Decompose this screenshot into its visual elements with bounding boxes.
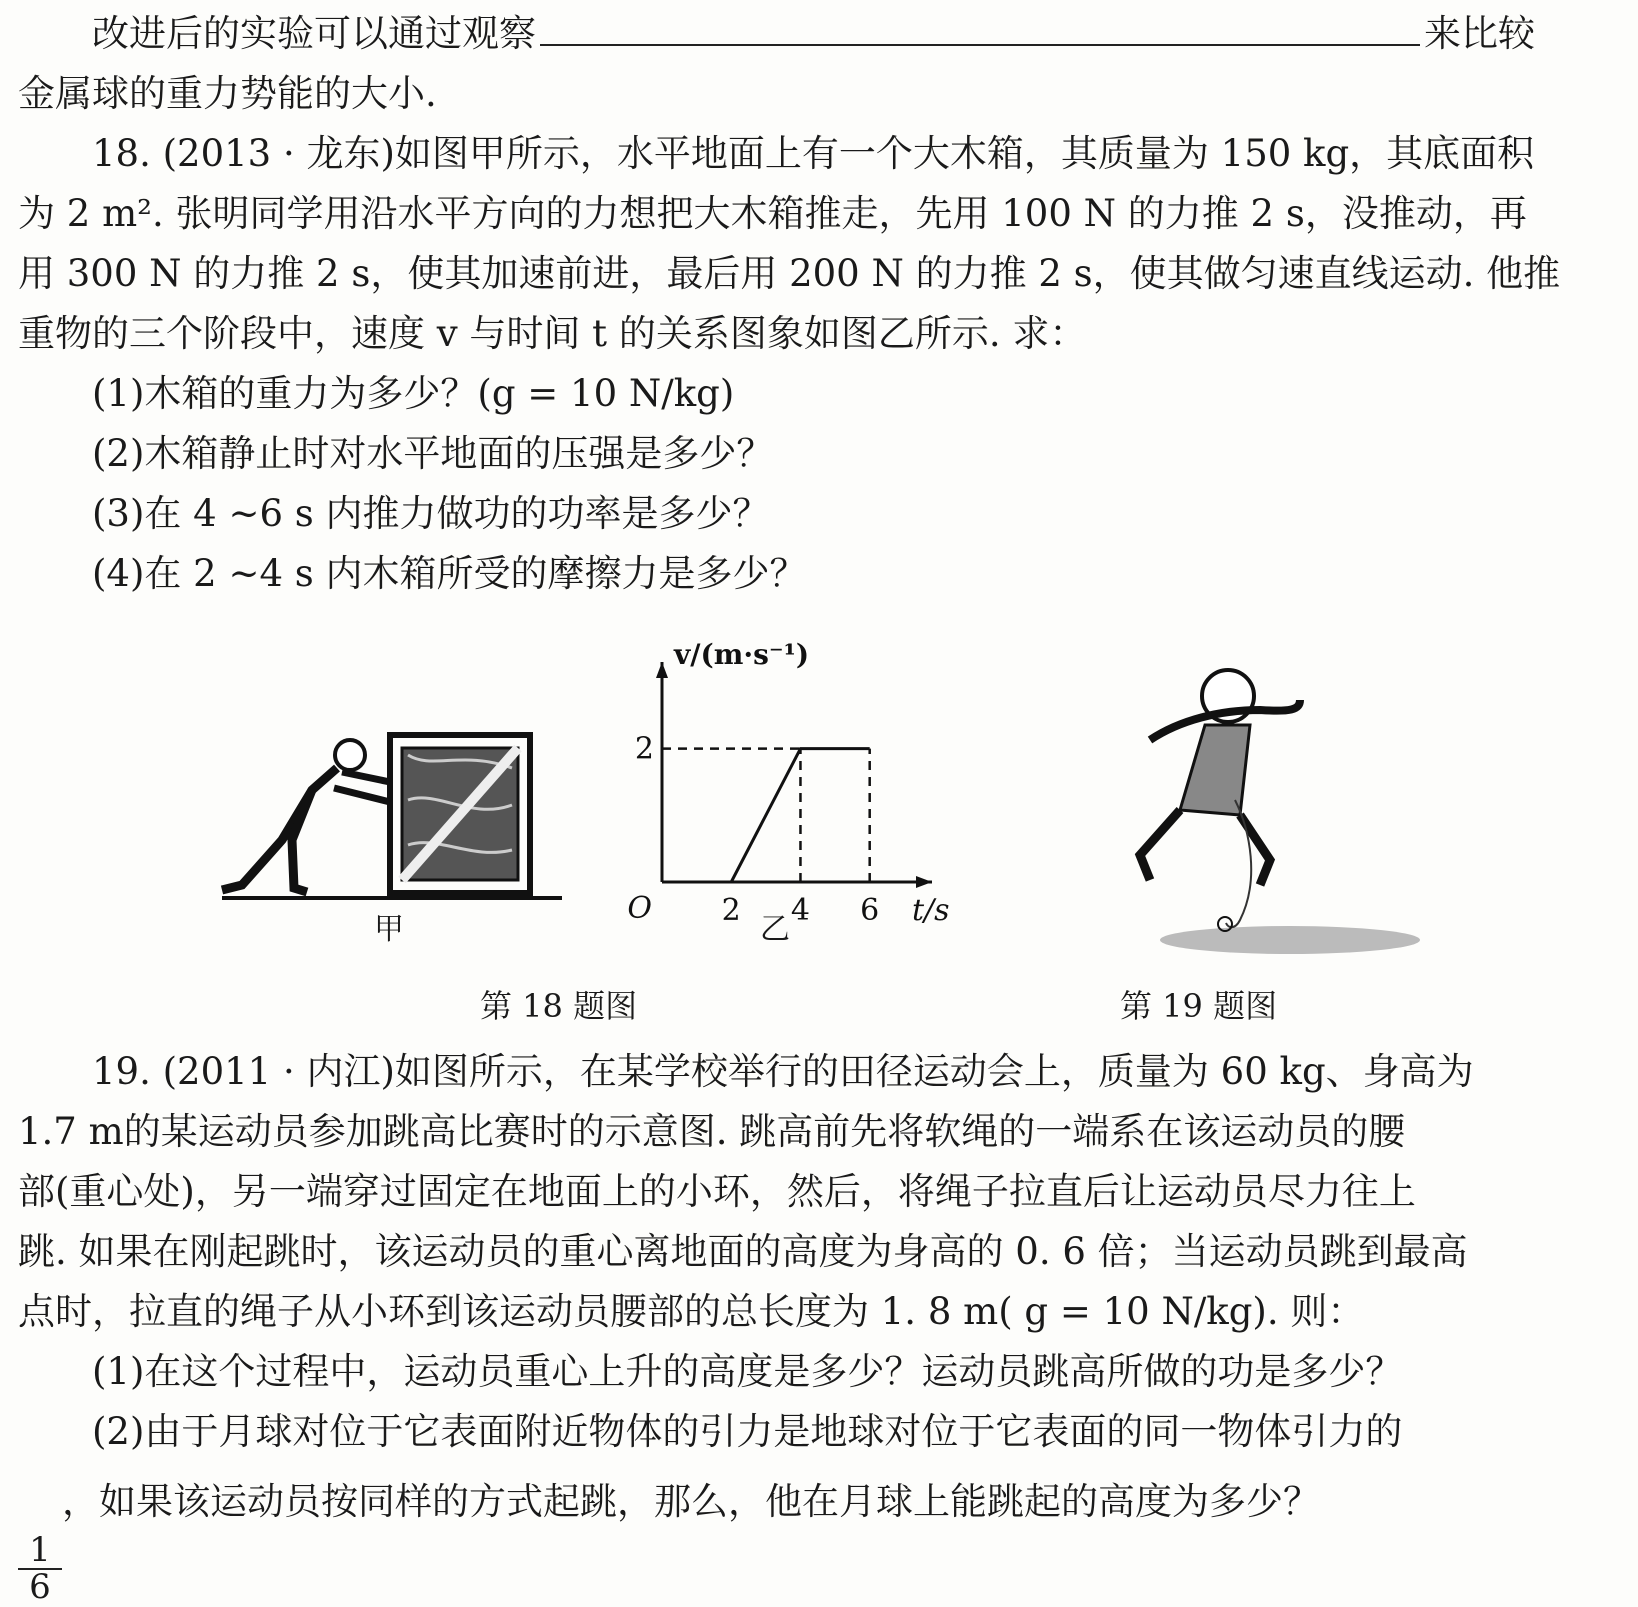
figure-label-yi: 乙 [760, 912, 790, 947]
question-19-line: 19. (2011 · 内江)如图所示，在某学校举行的田径运动会上，质量为 60 kg、身高为 [92, 1050, 1474, 1093]
x-tick-label: 2 [721, 893, 741, 928]
x-tick-label: 6 [860, 893, 880, 928]
y-tick-label: 2 [634, 731, 654, 767]
text-line-part: 来比较 [1424, 12, 1535, 55]
question-19-part: (1)在这个过程中，运动员重心上升的高度是多少？运动员跳高所做的功是多少？ [92, 1350, 1403, 1393]
text-line [92, 12, 1535, 56]
question-18-part: (3)在 4 ~6 s 内推力做功的功率是多少？ [92, 492, 770, 535]
question-18-line: 重物的三个阶段中，速度 v 与时间 t 的关系图象如图乙所示. 求： [18, 312, 1087, 355]
question-19-part: (2)由于月球对位于它表面附近物体的引力是地球对位于它表面的同一物体引力的 [92, 1410, 1403, 1453]
question-19-line: 点时，拉直的绳子从小环到该运动员腰部的总长度为 1. 8 m( g = 10 N/kg). 则： [18, 1290, 1365, 1333]
question-18-line: 为 2 m². 张明同学用沿水平方向的力想把大木箱推走，先用 100 N 的力推 2 s，没推动，再 [18, 192, 1527, 235]
question-19-line: 部(重心处)，另一端穿过固定在地面上的小环，然后，将绳子拉直后让运动员尽力往上 [18, 1170, 1416, 1213]
x-tick-label: 4 [790, 893, 811, 928]
question-18-part: (4)在 2 ~4 s 内木箱所受的摩擦力是多少？ [92, 552, 807, 595]
x-axis-arrow [916, 876, 932, 888]
fraction-denominator: 6 [29, 1567, 51, 1607]
answer-blank[interactable] [540, 14, 1420, 46]
x-axis-label: t/s [912, 893, 950, 928]
origin-label: O [627, 891, 652, 926]
question-18-part: (2)木箱静止时对水平地面的压强是多少？ [92, 432, 774, 475]
chart-plot-area [627, 638, 949, 928]
question-18-part: (1)木箱的重力为多少？(g = 10 N/kg) [92, 372, 735, 415]
question-19-line: 1.7 m的某运动员参加跳高比赛时的示意图. 跳高前先将软绳的一端系在该运动员的腰 [18, 1110, 1406, 1153]
question-18-line: 18. (2013 · 龙东)如图甲所示，水平地面上有一个大木箱，其质量为 150 kg，其底面积 [92, 132, 1535, 175]
fraction-one-sixth [18, 1530, 62, 1607]
question-19-part: ，如果该运动员按同样的方式起跳，那么，他在月球上能跳起的高度为多少？ [62, 1480, 1320, 1523]
person-pushing-box-illustration [222, 760, 592, 950]
text-line: 金属球的重力势能的大小. [18, 72, 437, 115]
y-axis-arrow [656, 662, 668, 678]
high-jumper-illustration [1110, 680, 1430, 1000]
question-19-line: 跳. 如果在刚起跳时，该运动员的重心离地面的高度为身高的 0. 6 倍；当运动员跳到最高 [18, 1230, 1468, 1273]
figure-caption-18: 第 18 题图 [480, 987, 638, 1025]
fraction-numerator: 1 [18, 1532, 62, 1570]
figure-label-jia: 甲 [374, 912, 404, 947]
y-axis-label: v/(m·s⁻¹) [674, 638, 810, 671]
figure-caption-19: 第 19 题图 [1120, 987, 1278, 1025]
velocity-time-chart [627, 638, 980, 1010]
question-18-line: 用 300 N 的力推 2 s，使其加速前进，最后用 200 N 的力推 2 s，使其做匀速直线运动. 他推 [18, 252, 1561, 295]
text-line-part: 改进后的实验可以通过观察 [92, 12, 536, 55]
